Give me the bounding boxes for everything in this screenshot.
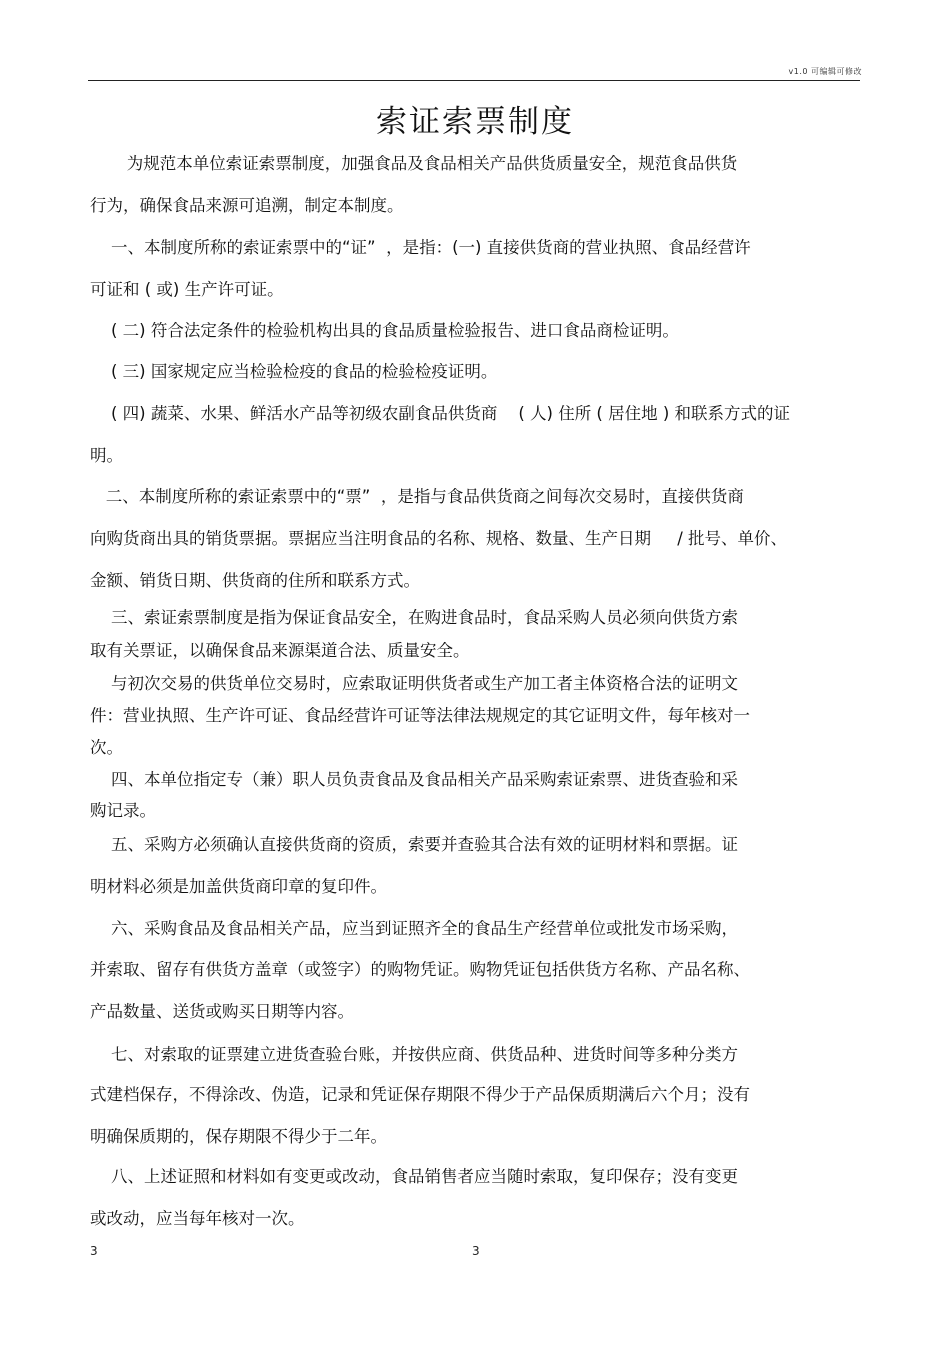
version-note: v1.0 可编辑可修改 xyxy=(788,67,862,76)
body-line: 为规范本单位索证索票制度，加强食品及食品相关产品供货质量安全，规范食品供货 xyxy=(90,154,738,173)
body-line: 可证和 ( 或) 生产许可证。 xyxy=(90,280,284,299)
body-line: 式建档保存，不得涂改、伪造，记录和凭证保存期限不得少于产品保质期满后六个月；没有 xyxy=(90,1085,750,1104)
body-line: ( 三) 国家规定应当检验检疫的食品的检验检疫证明。 xyxy=(90,362,498,381)
body-line: ( 四) 蔬菜、水果、鲜活水产品等初级农副食品供货商 ( 人) 住所 ( 居住地 ) 和联系方式的证 xyxy=(90,404,791,423)
body-line: 五、采购方必须确认直接供货商的资质，索要并查验其合法有效的证明材料和票据。证 xyxy=(90,835,738,854)
page-number-left: 3 xyxy=(90,1244,98,1258)
body-line: 四、本单位指定专（兼）职人员负责食品及食品相关产品采购索证索票、进货查验和采 xyxy=(90,770,738,789)
body-line: 购记录。 xyxy=(90,801,156,820)
body-line: 或改动，应当每年核对一次。 xyxy=(90,1209,305,1228)
document-title: 索证索票制度 xyxy=(376,104,574,140)
body-line: 并索取、留存有供货方盖章（或签字）的购物凭证。购物凭证包括供货方名称、产品名称、 xyxy=(90,960,750,979)
body-line: 一、本制度所称的索证索票中的“证” ，是指：(一) 直接供货商的营业执照、食品经营许 xyxy=(90,238,751,257)
body-line: 件：营业执照、生产许可证、食品经营许可证等法律法规规定的其它证明文件，每年核对一 xyxy=(90,706,750,725)
body-line: 行为，确保食品来源可追溯，制定本制度。 xyxy=(90,196,404,215)
body-line: 次。 xyxy=(90,738,123,757)
body-line: 明。 xyxy=(90,446,123,465)
body-line: 三、索证索票制度是指为保证食品安全，在购进食品时，食品采购人员必须向供货方索 xyxy=(90,608,738,627)
body-line: 金额、销货日期、供货商的住所和联系方式。 xyxy=(90,571,420,590)
body-line: 向购货商出具的销货票据。票据应当注明食品的名称、规格、数量、生产日期 / 批号、单价、 xyxy=(90,529,788,548)
body-line: 八、上述证照和材料如有变更或改动，食品销售者应当随时索取，复印保存；没有变更 xyxy=(90,1167,738,1186)
header-divider xyxy=(88,80,860,81)
body-line: 产品数量、送货或购买日期等内容。 xyxy=(90,1002,354,1021)
body-line: 与初次交易的供货单位交易时，应索取证明供货者或生产加工者主体资格合法的证明文 xyxy=(90,674,738,693)
page-number-center: 3 xyxy=(472,1244,480,1258)
body-line: 六、采购食品及食品相关产品，应当到证照齐全的食品生产经营单位或批发市场采购， xyxy=(90,919,738,938)
body-line: 取有关票证，以确保食品来源渠道合法、质量安全。 xyxy=(90,641,470,660)
body-line: 明确保质期的，保存期限不得少于二年。 xyxy=(90,1127,387,1146)
body-line: 明材料必须是加盖供货商印章的复印件。 xyxy=(90,877,387,896)
body-line: 七、对索取的证票建立进货查验台账，并按供应商、供货品种、进货时间等多种分类方 xyxy=(90,1045,738,1064)
body-line: 二、本制度所称的索证索票中的“票” ，是指与食品供货商之间每次交易时，直接供货商 xyxy=(90,487,744,506)
body-line: ( 二) 符合法定条件的检验机构出具的食品质量检验报告、进口食品商检证明。 xyxy=(90,321,679,340)
